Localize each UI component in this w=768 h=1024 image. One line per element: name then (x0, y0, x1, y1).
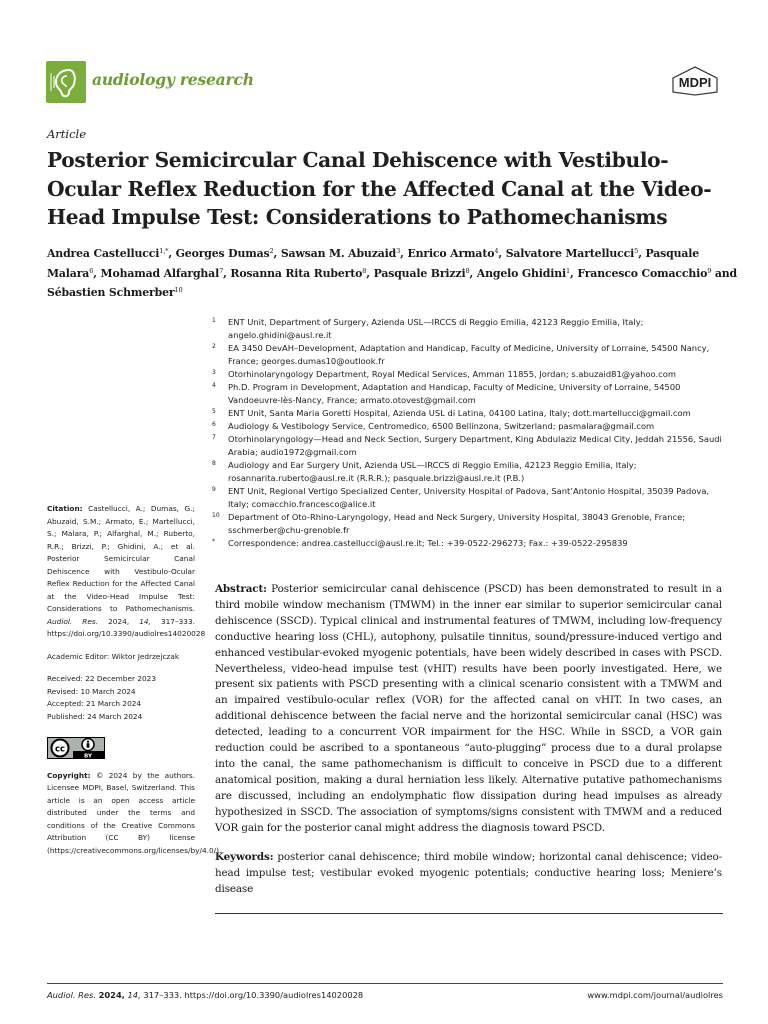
svg-text:cc: cc (54, 744, 66, 755)
affiliation-item (212, 407, 732, 420)
abstract-bottom-rule (215, 913, 723, 914)
citation-volume: 14, (139, 616, 151, 626)
affiliation-item (212, 316, 732, 342)
keywords-text: posterior canal dehiscence; third mobile window; horizontal canal dehiscence; video-head impulse test; vestibular evoked myogenic potentials; conductive hearing loss; Meniere’s disease (215, 851, 723, 895)
author-affiliation-marker: 4 (494, 247, 499, 255)
affiliation-number: 5 (212, 408, 216, 415)
copyright-block (47, 770, 222, 858)
author-affiliation-marker: 1,* (159, 247, 169, 255)
citation-journal: Audiol. Res. (47, 616, 99, 626)
author-name: Sawsan M. Abuzaid (280, 247, 397, 260)
footer-volume: 14, (127, 990, 141, 1000)
mdpi-logo (668, 66, 722, 96)
revised-date: Revised: 10 March 2024 (47, 686, 136, 696)
author-separator: , (168, 247, 176, 260)
author-separator: , (570, 266, 578, 280)
citation-year: 2024, (108, 616, 130, 626)
footer-rule (47, 983, 723, 984)
affiliation-item (212, 381, 732, 407)
academic-editor: Academic Editor: Wiktor Jedrzejczak (47, 651, 180, 661)
affiliation-number: 3 (212, 369, 216, 376)
author-name: Angelo Ghidini (476, 266, 566, 280)
affiliation-number: 8 (212, 460, 216, 467)
affiliation-text: Audiology and Ear Surgery Unit, Azienda USL—IRCCS di Reggio Emilia, 42123 Reggio Emilia, Italy; rosannarita.ruberto@ausl.re.it (R.R.R.); pasquale.brizzi@ausl.re.it (P.B.) (228, 460, 637, 483)
author-separator: , (638, 247, 646, 260)
citation-block (47, 503, 206, 641)
affiliation-item (212, 342, 732, 368)
author-separator: , (400, 247, 408, 260)
footer-citation (47, 990, 363, 1000)
author-name: Rosanna Rita Ruberto (230, 266, 363, 280)
author-name: Pasquale Brizzi (373, 266, 466, 280)
author-affiliation-marker: 10 (174, 286, 183, 295)
affiliation-text: ENT Unit, Regional Vertigo Specialized Center, University Hospital of Padova, Sant’Antonio Hospital, 35039 Padova, Italy; comacchio.francesco@alice.it (228, 486, 710, 509)
footer-year: 2024, (98, 990, 125, 1000)
author-affiliation-marker: 6 (89, 266, 94, 275)
published-date: Published: 24 March 2024 (47, 711, 143, 721)
affiliation-text: EA 3450 DevAH–Development, Adaptation and Handicap, Faculty of Medicine, University of Lorraine, 54500 Nancy, France; georges.dumas10@outlook.fr (228, 343, 710, 366)
author-separator: , (469, 266, 477, 280)
article-info-sidebar (47, 503, 222, 857)
author-separator: , (366, 266, 374, 280)
author-name: Enrico Armato (407, 247, 495, 260)
journal-logo (46, 61, 86, 103)
affiliation-list (212, 316, 732, 550)
cc-badge-text: BY (83, 753, 93, 759)
affiliation-number: 1 (212, 317, 216, 324)
mdpi-logo-text: MDPI (678, 75, 712, 90)
author-affiliation-marker: 5 (634, 247, 639, 255)
affiliation-number: 6 (212, 421, 216, 428)
author-separator: , (273, 247, 281, 260)
affiliation-text: Otorhinolaryngology Department, Royal Medical Services, Amman 11855, Jordan; s.abuzaid81@yahoo.com (228, 369, 676, 379)
affiliation-item (212, 368, 732, 381)
affiliation-text: Correspondence: andrea.castellucci@ausl.re.it; Tel.: +39-0522-296273; Fax.: +39-0522-295839 (228, 538, 628, 548)
accepted-date: Accepted: 21 March 2024 (47, 699, 142, 708)
author-name: Mohamad Alfarghal (100, 266, 220, 280)
author-affiliation-marker: 3 (396, 247, 401, 255)
author-separator: , (498, 247, 506, 260)
author-name: Pasquale Malara (47, 247, 700, 280)
article-title: Posterior Semicircular Canal Dehiscence with Vestibulo-Ocular Reflex Reduction for the Affected Canal at the Video-Head Impulse Test: Considerations to Pathomechanisms (47, 148, 712, 229)
author-affiliation-marker: 7 (219, 266, 224, 275)
journal-name: audiology research (92, 70, 254, 89)
author-name: Sébastien Schmerber (47, 286, 175, 300)
affiliation-item (212, 420, 732, 433)
affiliation-text: Ph.D. Program in Development, Adaptation and Handicap, Faculty of Medicine, University of Lorraine, 54500 Vandoeuvre-lès-Nancy, France; armato.otovest@gmail.com (228, 382, 681, 405)
affiliation-number: 9 (212, 486, 216, 493)
affiliation-number: * (212, 538, 215, 545)
keywords-label: Keywords: (215, 851, 274, 863)
affiliation-number: 4 (212, 382, 216, 389)
article-type: Article (47, 127, 87, 141)
cc-by-license-icon[interactable] (47, 737, 105, 759)
affiliation-text: Audiology & Vestibology Service, Centromedico, 6500 Bellinzona, Switzerland; pasmalara@gmail.com (228, 421, 655, 431)
affiliation-item (212, 433, 732, 459)
author-affiliation-marker: 1 (565, 266, 571, 275)
citation-doi-link[interactable]: 317–333. https://doi.org/10.3390/audiolres14020028 (47, 616, 206, 638)
author-name: Francesco Comacchio (577, 266, 708, 280)
received-date: Received: 22 December 2023 (47, 674, 157, 683)
author-list (47, 243, 737, 302)
affiliation-text: Department of Oto-Rhino-Laryngology, Head and Neck Surgery, University Hospital, 38043 Grenoble, France; sschmerber@chu-grenoble.fr (228, 512, 686, 535)
affiliation-number: 2 (212, 343, 216, 350)
author-separator: , (93, 266, 101, 280)
affiliation-text: ENT Unit, Department of Surgery, Azienda USL—IRCCS di Reggio Emilia, 42123 Reggio Emilia, Italy; angelo.ghidini@ausl.re.it (228, 317, 644, 340)
author-name: Andrea Castellucci (47, 247, 160, 260)
copyright-label: Copyright: (47, 770, 91, 780)
author-affiliation-marker: 8 (465, 266, 470, 275)
citation-label: Citation: (47, 504, 83, 513)
author-affiliation-marker: 9 (707, 266, 712, 275)
copyright-text: © 2024 by the authors. Licensee MDPI, Basel, Switzerland. This article is an open access article distributed under the terms and conditions of the Creative Commons Attribution (CC BY) license (https://creativecommons.org/licenses/by/4.0/). (47, 770, 222, 855)
affiliation-item (212, 459, 732, 485)
author-affiliation-marker: 8 (362, 266, 367, 275)
keywords (215, 850, 722, 898)
affiliation-item (212, 511, 732, 537)
affiliation-number: 7 (212, 434, 216, 441)
footer-doi[interactable]: 317–333. https://doi.org/10.3390/audiolres14020028 (143, 990, 364, 1000)
author-affiliation-marker: 2 (269, 247, 274, 255)
author-name: Salvatore Martellucci (505, 247, 635, 260)
affiliation-item (212, 485, 732, 511)
author-separator: and (711, 266, 738, 280)
affiliation-text: ENT Unit, Santa Maria Goretti Hospital, Azienda USL di Latina, 04100 Latina, Italy; dott.martellucci@gmail.com (228, 408, 691, 418)
footer-journal: Audiol. Res. (47, 990, 96, 1000)
ear-icon (46, 61, 86, 103)
citation-text: Castellucci, A.; Dumas, G.; Abuzaid, S.M.; Armato, E.; Martellucci, S.; Malara, P.; Alfarghal, M.; Ruberto, R.R.; Brizzi, P.; Ghidini, A.; et al. Posterior Semicircular Canal Dehiscence with Vestibulo-Ocular Reflex Reduction for the Affected Canal at the Video-Head Impulse Test: Considerations to Pathomechanisms. (47, 504, 195, 613)
author-name: Georges Dumas (175, 247, 270, 260)
author-separator: , (223, 266, 231, 280)
abstract-text: Posterior semicircular canal dehiscence (PSCD) has been demonstrated to result in a third mobile window mechanism (TMWM) in the inner ear similar to superior semicircular canal dehiscence (SSCD). Typical clinical and instrumental features of TMWM, including low-frequency conductive hearing loss (CHL), autophony, pulsatile tinnitus, sound/pressure-induced vertigo and enhanced vestibular-evoked myogenic potentials, have been widely described in cases with PSCD. Nevertheless, video-head impulse test (vHIT) results have been poorly investigated. Here, we present six patients with PSCD presenting with a clinical scenario consistent with a TMWM and an impaired vestibulo-ocular reflex (VOR) for the affected canal on vHIT. In two cases, an additional dehiscence between the facial nerve and the horizontal semicircular canal (HSC) was detected, leading to a concurrent VOR impairment for the HSC. While in SSCD, a VOR gain reduction could be ascribed to a spontaneous “auto-plugging” process due to a dural prolapse into the canal, the same pathomechanism is difficult to conceive in PSCD due to a different anatomical position, making a dural herniation less likely. Alternative putative pathomechanisms are discussed, including an endolymphatic flow dissipation during head impulses as already hypothesized in SSCD. The association of symptoms/signs consistent with TMWM and a reduced VOR gain for the posterior canal might address the diagnosis toward PSCD. (215, 583, 722, 834)
footer-journal-url[interactable]: www.mdpi.com/journal/audiolres (587, 990, 723, 1000)
abstract (215, 582, 722, 837)
affiliation-item (212, 537, 732, 550)
affiliation-number: 10 (212, 512, 220, 519)
abstract-label: Abstract: (215, 583, 267, 595)
affiliation-text: Otorhinolaryngology—Head and Neck Section, Surgery Department, King Abdulaziz Medical City, Jeddah 21556, Saudi Arabia; audio1972@gmail.com (228, 434, 722, 457)
